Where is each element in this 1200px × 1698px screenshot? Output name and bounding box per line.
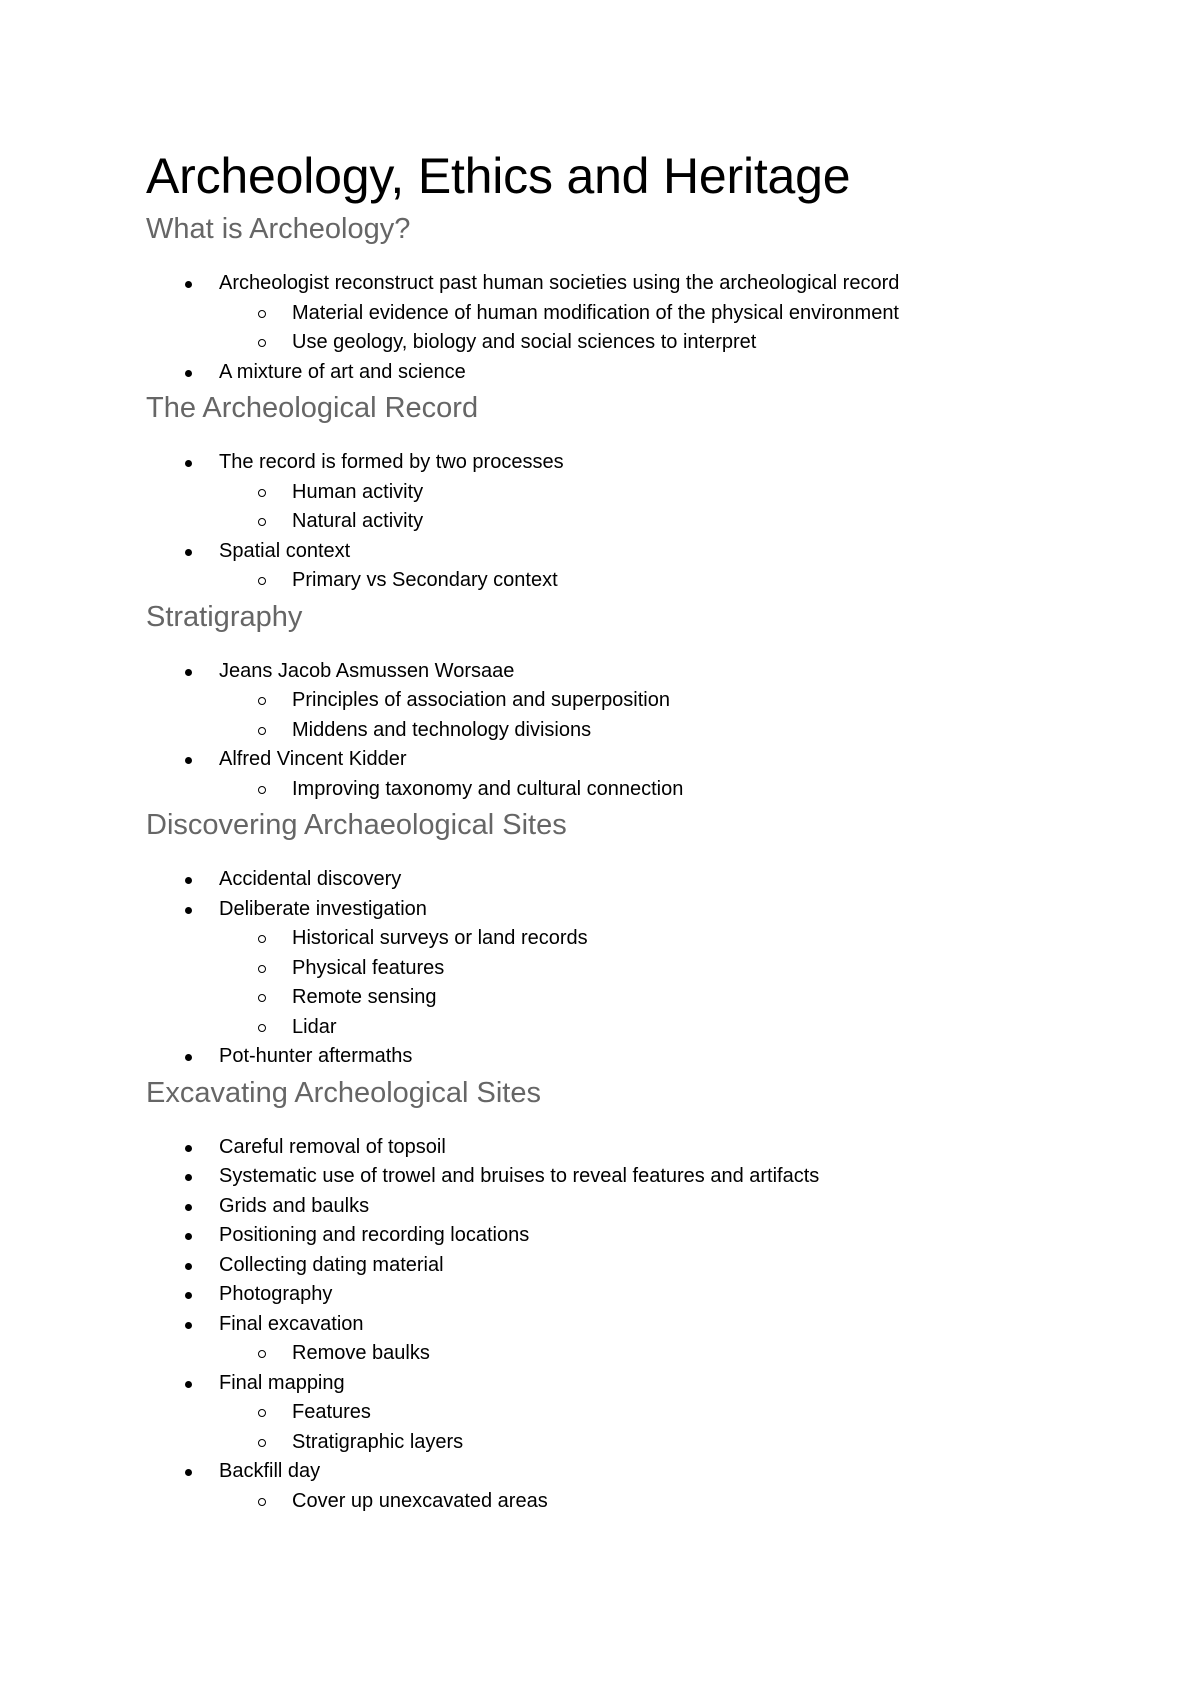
list-item: Alfred Vincent Kidder: [146, 745, 1106, 775]
sub-list-item: Historical surveys or land records: [146, 924, 1106, 954]
section-heading: Excavating Archeological Sites: [146, 1076, 541, 1109]
section: [146, 1075, 1106, 1517]
sub-list-item: Lidar: [146, 1013, 1106, 1043]
list-item: Backfill day: [146, 1457, 1106, 1487]
list-item: Careful removal of topsoil: [146, 1133, 1106, 1163]
sub-list-item: Remote sensing: [146, 983, 1106, 1013]
sub-list-item: Improving taxonomy and cultural connection: [146, 775, 1106, 805]
sub-list-item: Primary vs Secondary context: [146, 566, 1106, 596]
sub-list-item: Use geology, biology and social sciences to interpret: [146, 328, 1106, 358]
list-item: Photography: [146, 1280, 1106, 1310]
list-item: Archeologist reconstruct past human societies using the archeological record: [146, 269, 1106, 299]
sub-list-item: Features: [146, 1398, 1106, 1428]
section: [146, 599, 1106, 805]
sub-list-item: Cover up unexcavated areas: [146, 1487, 1106, 1517]
document-body: [146, 143, 1106, 1516]
sub-list-item: Middens and technology divisions: [146, 716, 1106, 746]
list-item: Collecting dating material: [146, 1251, 1106, 1281]
bullet-list: [146, 657, 1106, 805]
sub-list-item: Remove baulks: [146, 1339, 1106, 1369]
section: [146, 807, 1106, 1072]
section: [146, 390, 1106, 596]
section-heading: The Archeological Record: [146, 392, 479, 424]
list-item: A mixture of art and science: [146, 358, 1106, 388]
bullet-list: [146, 1133, 1106, 1517]
sub-list-item: Material evidence of human modification of the physical environment: [146, 299, 1106, 329]
bullet-list: [146, 448, 1106, 596]
bullet-list: [146, 865, 1106, 1072]
sections-container: [146, 211, 1106, 1516]
list-item: Deliberate investigation: [146, 895, 1106, 925]
section: [146, 211, 1106, 387]
list-item: Grids and baulks: [146, 1192, 1106, 1222]
sub-list-item: Principles of association and superposition: [146, 686, 1106, 716]
sub-list-item: Physical features: [146, 954, 1106, 984]
sub-list-item: Natural activity: [146, 507, 1106, 537]
list-item: The record is formed by two processes: [146, 448, 1106, 478]
list-item: Systematic use of trowel and bruises to reveal features and artifacts: [146, 1162, 1106, 1192]
section-heading: What is Archeology?: [146, 213, 411, 245]
document-title: Archeology, Ethics and Heritage: [146, 148, 851, 204]
list-item: Spatial context: [146, 537, 1106, 567]
list-item: Jeans Jacob Asmussen Worsaae: [146, 657, 1106, 687]
sub-list-item: Stratigraphic layers: [146, 1428, 1106, 1458]
list-item: Final excavation: [146, 1310, 1106, 1340]
list-item: Positioning and recording locations: [146, 1221, 1106, 1251]
section-heading: Stratigraphy: [146, 600, 303, 633]
list-item: Final mapping: [146, 1369, 1106, 1399]
list-item: Pot-hunter aftermaths: [146, 1042, 1106, 1072]
sub-list-item: Human activity: [146, 478, 1106, 508]
bullet-list: [146, 269, 1106, 387]
section-heading: Discovering Archaeological Sites: [146, 809, 567, 841]
list-item: Accidental discovery: [146, 865, 1106, 895]
